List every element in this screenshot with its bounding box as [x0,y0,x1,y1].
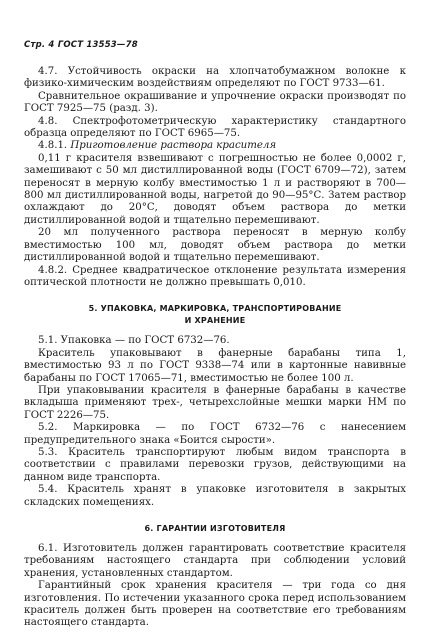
paragraph-packing-drums: Краситель упаковывают в фанерные барабаны типа 1, вместимостью 93 л по ГОСТ 9338—74 или в картонные навивные барабаны по ГОСТ 17065—71, вместимостью не более 100 л. [24,347,406,384]
paragraph-5-4: 5.4. Краситель хранят в упаковке изготовителя в закрытых складских помещениях. [24,484,406,508]
paragraph-solution-prep: 0,11 г красителя взвешивают с погрешностью не более 0,0002 г, замешивают с 50 мл дистиллированной воды (ГОСТ 6709—72), затем переносят в мерную колбу вместимостью 1 л и растворяют в 700—800 мл дистиллированной воды, нагретой до 90—95°С. Затем раствор охлаждают до 20°С, доводят объем раствора до метки дистиллированной водой и тщательно перемешивают. [24,152,406,226]
document-body [24,66,406,630]
paragraph-comparative-dyeing: Сравнительное окрашивание и упрочнение окраски производят по ГОСТ 7925—75 (разд. 3). [24,90,406,115]
paragraph-liner-bags: При упаковывании красителя в фанерные барабаны в качестве вкладыша применяют трех-, четырехслойные мешки марки НМ по ГОСТ 2226—75. [24,384,406,421]
paragraph-4-8-1-heading [24,140,406,152]
running-head: Стр. 4 ГОСТ 13553—78 [24,40,138,50]
paragraph-4-7: 4.7. Устойчивость окраски на хлопчатобумажном волокне к физико-химическим воздействиям определяют по ГОСТ 9733—61. [24,66,406,90]
paragraph-dilution: 20 мл полученного раствора переносят в мерную колбу вместимостью 100 мл, доводят объем раствора до метки дистиллированной водой и тщательно перемешивают. [24,227,406,264]
paragraph-warranty-period: Гарантийный срок хранения красителя — три года со дня изготовления. По истечении указанного срока перед использованием краситель должен быть проверен на соответствие его требованиям настоящего стандарта. [24,580,406,629]
section-6-heading: 6. ГАРАНТИИ ИЗГОТОВИТЕЛЯ [144,524,286,533]
clause-number: 4.8.1. [38,140,71,152]
paragraph-5-2: 5.2. Маркировка — по ГОСТ 6732—76 с нанесением предупредительного знака «Боится сырости». [24,422,406,446]
paragraph-5-3: 5.3. Краситель транспортируют любым видом транспорта в соответствии с правилами перевозки грузов, действующими на данном виде транспорта. [24,446,406,483]
paragraph-5-1: 5.1. Упаковка — по ГОСТ 6732—76. [38,335,230,347]
clause-title: Приготовление раствора красителя [70,140,277,152]
paragraph-4-8: 4.8. Спектрофотометрическую характеристику стандартного образца определяют по ГОСТ 6965—75. [24,115,406,140]
section-5-heading-line1: 5. УПАКОВКА, МАРКИРОВКА, ТРАНСПОРТИРОВАНИЕ [88,304,342,314]
paragraph-4-8-2: 4.8.2. Среднее квадратическое отклонение результата измерения оптической плотности не должно превышать 0,010. [24,264,406,288]
section-5-heading-line2: И ХРАНЕНИЕ [184,316,246,326]
paragraph-6-1: 6.1. Изготовитель должен гарантировать соответствие красителя требованиям настоящего стандарта при соблюдении условий хранения, установленных стандартом. [24,543,406,579]
